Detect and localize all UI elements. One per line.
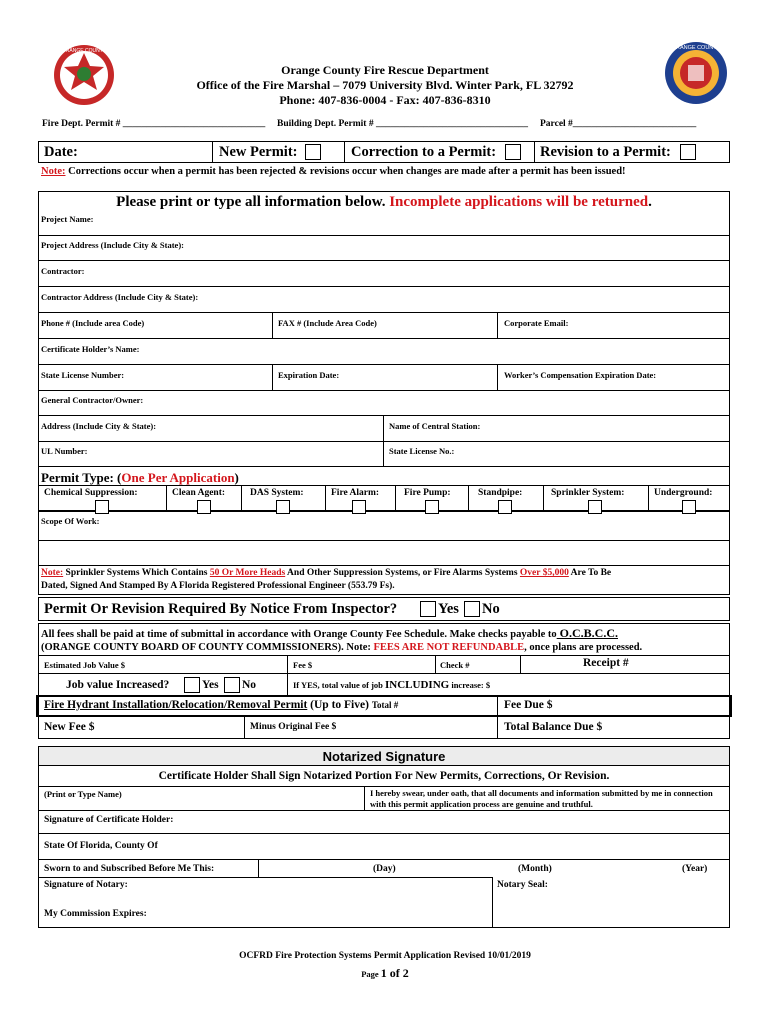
receipt-number-field[interactable]: Receipt # [583,657,629,669]
underground-label: Underground: [654,488,713,498]
underground-checkbox[interactable] [682,500,696,514]
state-county-field[interactable]: State Of Florida, County Of [44,841,158,851]
fee-field[interactable]: Fee $ [293,660,313,670]
new-permit-label: New Permit: [219,144,298,160]
notary-signature[interactable]: Signature of Notary: [44,880,128,890]
sprinkler-system-checkbox[interactable] [588,500,602,514]
minus-original-fee-field[interactable]: Minus Original Fee $ [250,722,337,732]
permit-type-heading: Permit Type: (One Per Application) [41,470,239,485]
print-name-field[interactable]: (Print or Type Name) [44,789,122,799]
month-field[interactable]: (Month) [518,864,552,874]
notary-title: Notarized Signature [322,749,446,764]
state-license-no-field[interactable]: State License No.: [389,446,455,456]
inspector-question: Permit Or Revision Required By Notice From Inspector? [44,601,398,617]
fax-field[interactable]: FAX # (Include Area Code) [278,318,377,328]
ul-number-field[interactable]: UL Number: [41,446,88,456]
parcel-number[interactable]: Parcel #__________________________ [540,119,697,129]
page-number: Page 1 of 2 [361,966,409,980]
inspector-yes-label: Yes [438,601,459,617]
clean-agent-checkbox[interactable] [197,500,211,514]
job-increased-no-checkbox[interactable] [224,677,240,693]
inspector-no-label: No [482,601,500,617]
scope-of-work-field[interactable]: Scope Of Work: [41,516,100,526]
revision-label: Revision to a Permit: [540,144,671,160]
new-permit-checkbox[interactable] [305,144,321,160]
contractor-field[interactable]: Contractor: [41,266,85,276]
print-heading: Please print or type all information below. Incomplete applications will be returned. [116,194,652,210]
fire-alarm-label: Fire Alarm: [331,488,380,498]
correction-checkbox[interactable] [505,144,521,160]
certificate-holder-signature[interactable]: Signature of Certificate Holder: [44,815,174,825]
standpipe-label: Standpipe: [478,488,523,498]
fire-pump-label: Fire Pump: [404,488,451,498]
project-name-field[interactable]: Project Name: [41,214,94,224]
gc-owner-field[interactable]: General Contractor/Owner: [41,395,144,405]
job-increased-label: Job value Increased? [66,679,170,691]
revision-checkbox[interactable] [680,144,696,160]
job-increased-yes-label: Yes [202,679,219,691]
sprinkler-system-label: Sprinkler System: [551,488,625,498]
fee-due-field[interactable]: Fee Due $ [504,699,553,711]
das-system-label: DAS System: [250,488,304,498]
day-field[interactable]: (Day) [373,864,396,874]
total-value-field[interactable]: If YES, total value of job INCLUDING increase: $ [293,679,491,691]
notary-seal-area: Notary Seal: [497,880,548,890]
revision-footer: OCFRD Fire Protection Systems Permit Application Revised 10/01/2019 [239,951,531,961]
phone-field[interactable]: Phone # (Include area Code) [41,318,145,328]
fire-alarm-checkbox[interactable] [352,500,366,514]
hydrant-permit-label: Fire Hydrant Installation/Relocation/Removal Permit (Up to Five) Total # [44,699,399,711]
central-station-field[interactable]: Name of Central Station: [389,421,481,431]
fees-statement: All fees shall be paid at time of submittal in accordance with Orange County Fee Schedule. Make checks payable to O.C.B.C.C. (ORANGE COUNTY BOARD OF COUNTY COMMISSIONERS). Note: FEES ARE NOT REFUNDABLE, once plans are processed. [41,626,643,653]
department-name: Orange County Fire Rescue Department [281,63,489,77]
clean-agent-label: Clean Agent: [172,488,226,498]
das-system-checkbox[interactable] [276,500,290,514]
building-dept-permit-number[interactable]: Building Dept. Permit # ________________________________ [277,119,528,129]
chemical-suppression-label: Chemical Suppression: [44,488,138,498]
sworn-before-label: Sworn to and Subscribed Before Me This: [44,864,215,874]
oath-statement: I hereby swear, under oath, that all documents and information submitted by me in connection with this permit application process are genuine and truthful. [370,788,713,809]
year-field[interactable]: (Year) [682,864,708,874]
project-address-field[interactable]: Project Address (Include City & State): [41,240,184,250]
email-field[interactable]: Corporate Email: [504,318,569,328]
contractor-address-field[interactable]: Contractor Address (Include City & State): [41,292,199,302]
certificate-holder-field[interactable]: Certificate Holder’s Name: [41,344,140,354]
correction-label: Correction to a Permit: [351,144,497,160]
new-fee-field[interactable]: New Fee $ [44,721,95,733]
chemical-suppression-checkbox[interactable] [95,500,109,514]
standpipe-checkbox[interactable] [498,500,512,514]
inspector-yes-checkbox[interactable] [420,601,436,617]
fire-dept-permit-number[interactable]: Fire Dept. Permit # ______________________________ [42,119,266,129]
project-info-box [38,191,730,595]
expiration-date-field[interactable]: Expiration Date: [278,370,340,380]
notary-subtitle: Certificate Holder Shall Sign Notarized Portion For New Permits, Corrections, Or Revision. [158,770,610,782]
commission-expires-field[interactable]: My Commission Expires: [44,909,147,919]
estimated-job-value-field[interactable]: Estimated Job Value $ [44,660,125,670]
office-address: Office of the Fire Marshal – 7079 University Blvd. Winter Park, FL 32792 [196,78,574,92]
address-field[interactable]: Address (Include City & State): [41,421,157,431]
job-increased-yes-checkbox[interactable] [184,677,200,693]
engineer-note: Note: Sprinkler Systems Which Contains 50 Or More Heads And Other Suppression Systems, or Fire Alarms Systems Over $5,000 Are To Be Dated, Signed And Stamped By A Florida Registered Professional Engineer (553.79 Fs). [41,568,612,591]
fire-pump-checkbox[interactable] [425,500,439,514]
seal-text: ORANGE COUNTY [61,48,107,54]
date-field[interactable]: Date: [44,144,78,160]
permit-type-row [38,485,730,511]
workers-comp-field[interactable]: Worker’s Compensation Expiration Date: [504,370,657,380]
job-increased-no-label: No [242,679,257,691]
note-label: Note: [41,166,66,177]
office-phone: Phone: 407-836-0004 - Fax: 407-836-8310 [279,93,491,107]
check-number-field[interactable]: Check # [440,660,470,670]
corrections-note: Corrections occur when a permit has been rejected & revisions occur when changes are made after a permit has been issued! [68,166,626,177]
badge-text: ORANGE COUNTY [671,45,721,51]
inspector-no-checkbox[interactable] [464,601,480,617]
state-license-field[interactable]: State License Number: [41,370,125,380]
total-balance-due-field[interactable]: Total Balance Due $ [504,721,603,733]
